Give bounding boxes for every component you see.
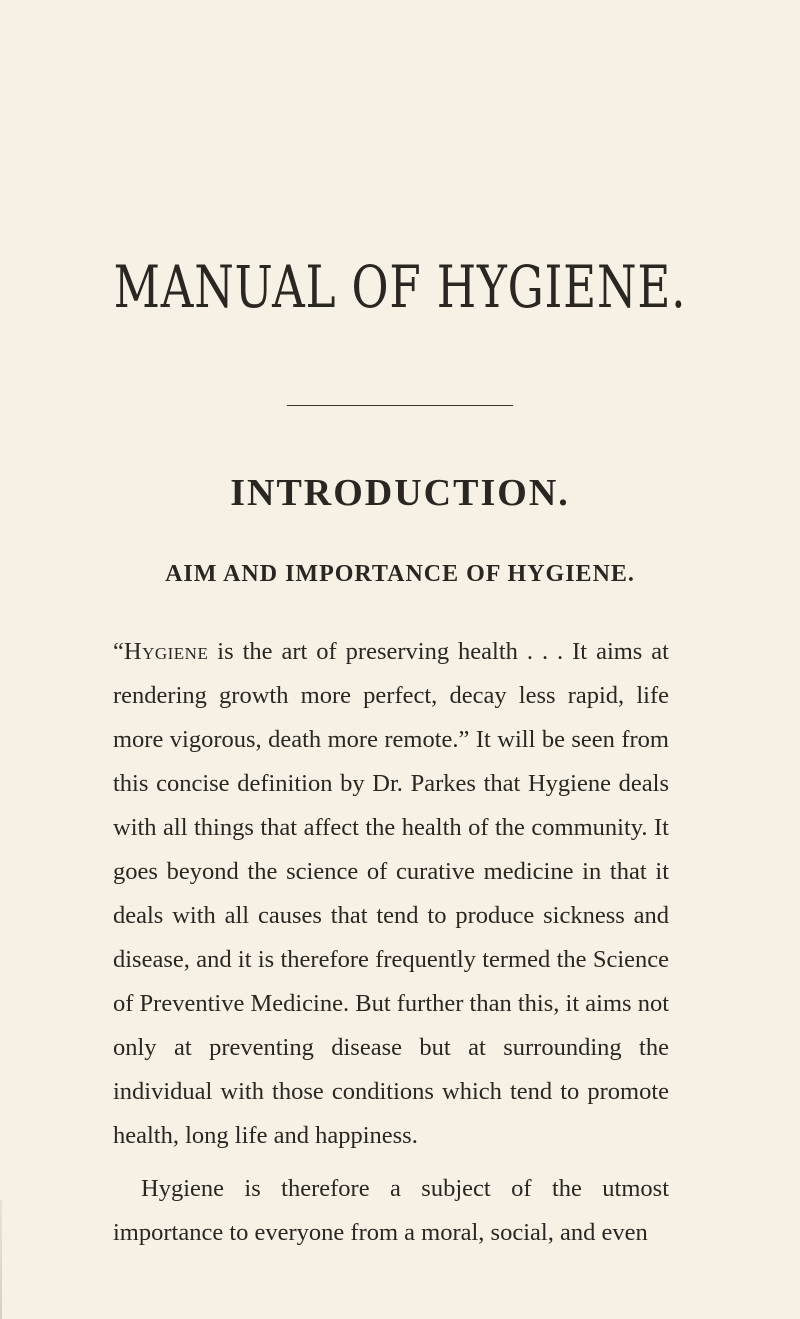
book-title: MANUAL OF HYGIENE. <box>113 253 687 321</box>
body-text <box>113 630 669 1255</box>
chapter-title: INTRODUCTION. <box>230 472 570 514</box>
paragraph-1-text: is the art of preserving health . . . It aims at rendering growth more perfect, decay less rapid, life more vigorous, death more remote.” It will be seen from this concise definition by Dr. Parkes that Hygiene deals with all things that affect the health of the community. It goes beyond the science of curative medicine in that it deals with all causes that tend to produce sickness and disease, and it is therefore frequently termed the Science of Preventive Medicine. But further than this, it aims not only at preventing disease but at surrounding the individual with those conditions which tend to promote health, long life and happiness. <box>113 638 669 1149</box>
title-divider <box>287 405 513 406</box>
paragraph-1-lead-word: Hygiene <box>123 638 209 665</box>
page-edge-shadow <box>0 1200 2 1319</box>
paragraph-2: Hygiene is therefore a subject of the utmost importance to everyone from a moral, social, and even <box>113 1175 669 1246</box>
paragraph-1 <box>113 630 669 1158</box>
section-title: AIM AND IMPORTANCE OF HYGIENE. <box>165 561 635 587</box>
opening-quote: “ <box>113 638 124 665</box>
